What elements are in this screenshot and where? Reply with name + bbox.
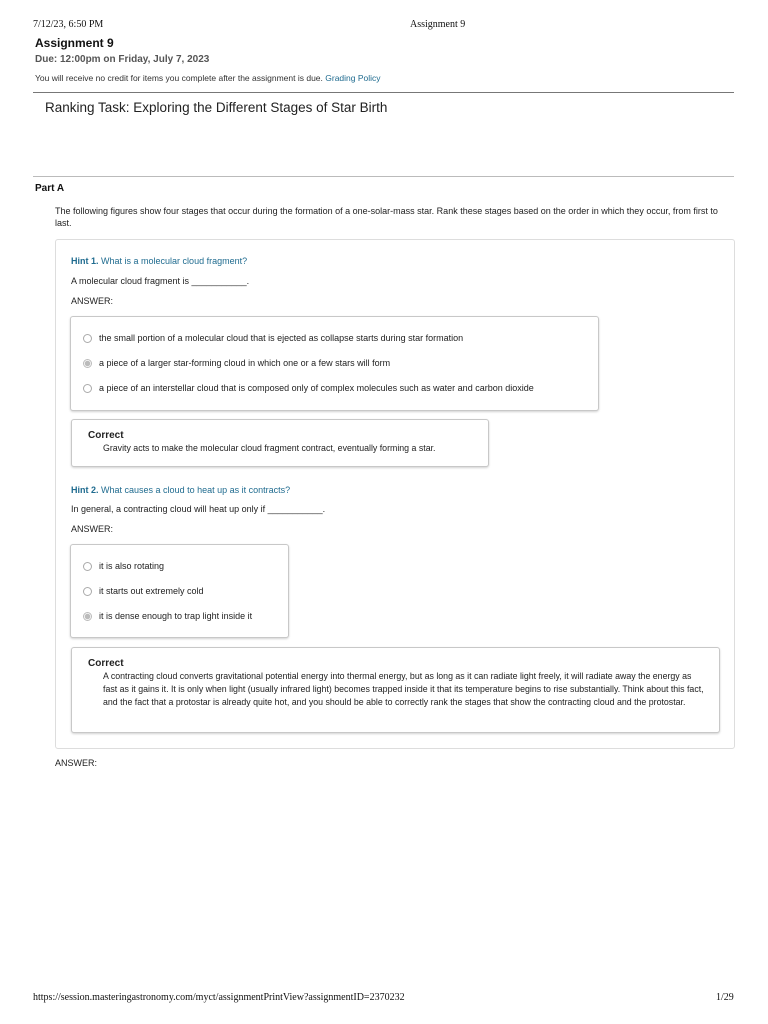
option-label: a piece of an interstellar cloud that is composed only of complex molecules such as water and carbon dioxide [99, 383, 534, 393]
hint-1-option-1[interactable] [83, 333, 463, 343]
hint-1-question: What is a molecular cloud fragment? [101, 256, 248, 266]
hint-1-statement: A molecular cloud fragment is ___________. [71, 276, 250, 286]
print-datetime: 7/12/23, 6:50 PM [33, 19, 104, 30]
assignment-title: Assignment 9 [35, 36, 114, 50]
hint-2-option-3[interactable] [83, 611, 252, 621]
feedback-title: Correct [88, 658, 124, 669]
part-a-answer-label: ANSWER: [55, 758, 98, 768]
hint-2-statement: In general, a contracting cloud will heat up only if ___________. [71, 504, 326, 514]
print-page-number: 1/29 [716, 992, 734, 1003]
hint-1-feedback [71, 419, 489, 467]
hint-1-option-3[interactable] [83, 383, 534, 393]
feedback-title: Correct [88, 430, 124, 441]
radio-button[interactable] [83, 384, 92, 393]
hint-2-header[interactable] [71, 485, 290, 495]
print-doc-title: Assignment 9 [410, 19, 466, 30]
hint-1-option-2[interactable] [83, 358, 390, 368]
hint-2-feedback [71, 647, 720, 733]
radio-button-selected[interactable] [83, 612, 92, 621]
credit-note-text: You will receive no credit for items you complete after the assignment is due. [35, 73, 323, 83]
radio-button[interactable] [83, 587, 92, 596]
hint-1-answer-label: ANSWER: [71, 296, 114, 306]
radio-button-selected[interactable] [83, 359, 92, 368]
hint-1-options [70, 316, 599, 411]
hint-1-header[interactable] [71, 256, 247, 266]
option-label: it is dense enough to trap light inside it [99, 611, 253, 621]
hint-1-number: Hint 1. [71, 256, 99, 266]
hint-2-number: Hint 2. [71, 485, 99, 495]
task-divider [33, 176, 734, 177]
option-label: a piece of a larger star-forming cloud in which one or a few stars will form [99, 358, 391, 368]
radio-button[interactable] [83, 562, 92, 571]
due-date: Due: 12:00pm on Friday, July 7, 2023 [35, 54, 210, 65]
feedback-text: Gravity acts to make the molecular cloud fragment contract, eventually forming a star. [103, 443, 436, 453]
part-a-label: Part A [35, 183, 65, 194]
header-divider [33, 92, 734, 93]
hint-2-answer-label: ANSWER: [71, 524, 114, 534]
grading-policy-link[interactable]: Grading Policy [325, 73, 381, 83]
task-title: Ranking Task: Exploring the Different Stages of Star Birth [45, 100, 388, 115]
credit-note [35, 73, 381, 83]
hint-2-option-2[interactable] [83, 586, 204, 596]
part-a-prompt: The following figures show four stages that occur during the formation of a one-solar-mass star. Rank these stages based on the order in which they occur, from first to last. [55, 206, 718, 228]
print-url: https://session.masteringastronomy.com/myct/assignmentPrintView?assignmentID=2370232 [33, 992, 405, 1003]
hint-2-question: What causes a cloud to heat up as it contracts? [101, 485, 291, 495]
option-label: it is also rotating [99, 561, 165, 571]
feedback-text: A contracting cloud converts gravitational potential energy into thermal energy, but as long as it can radiate light freely, it will radiate away the energy as fast as it gains it. It is only when light (usually infrared light) becomes trapped inside it that its temperature begins to rise substantially. Think about this fact, and the fact that a protostar is already quite hot, and you should be able to correctly rank the stages that show the contracting cloud and the protostar. [103, 671, 704, 707]
option-label: the small portion of a molecular cloud that is ejected as collapse starts during star formation [99, 333, 464, 343]
hint-2-options [70, 544, 289, 638]
option-label: it starts out extremely cold [99, 586, 204, 596]
radio-button[interactable] [83, 334, 92, 343]
hint-2-option-1[interactable] [83, 561, 164, 571]
